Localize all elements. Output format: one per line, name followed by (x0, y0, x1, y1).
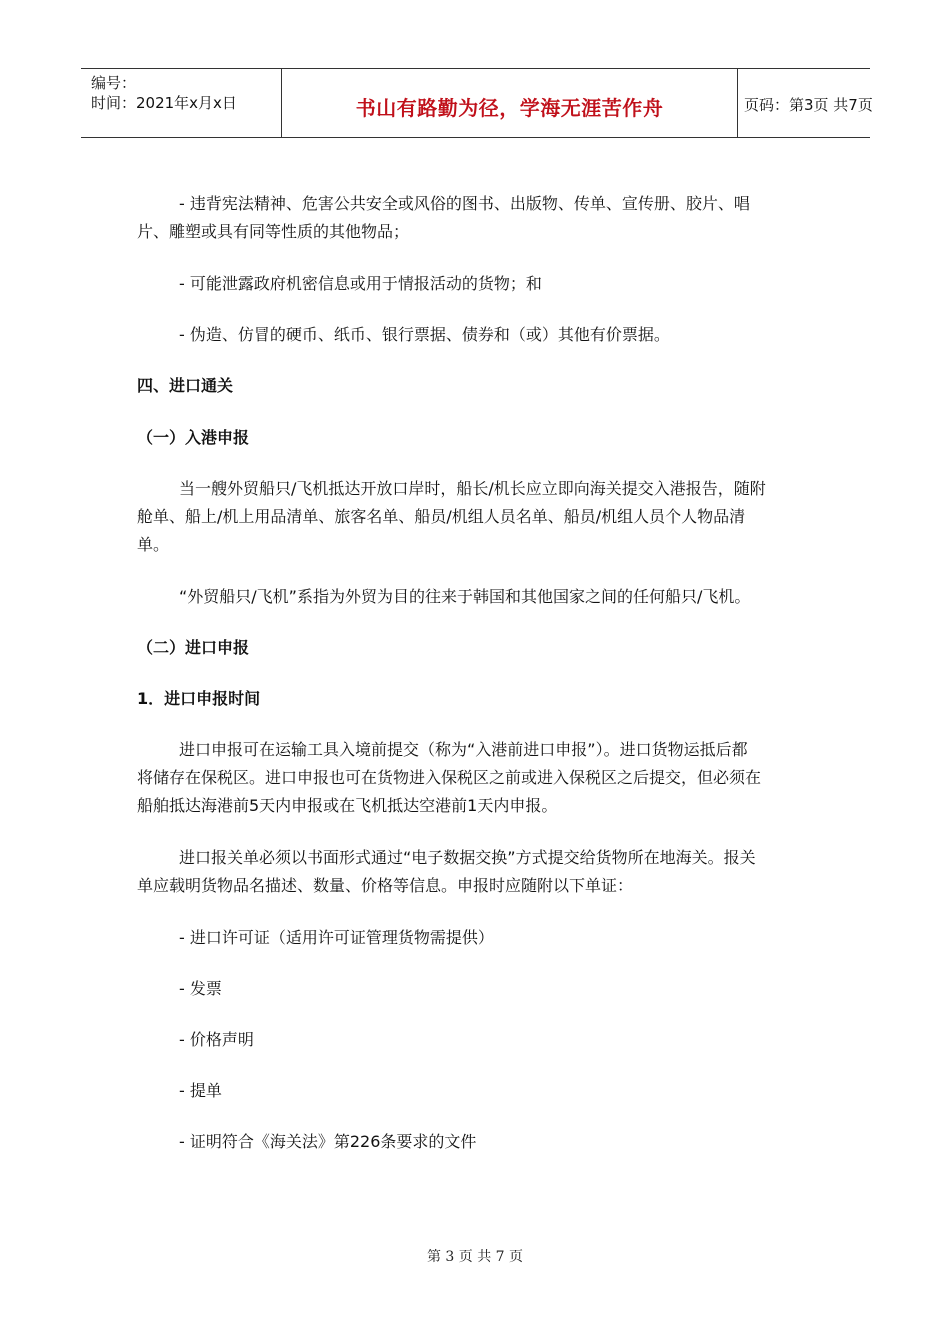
document-number-label: 编号： (91, 74, 137, 92)
paragraph-definition: “外贸船只/飞机”系指为外贸为目的往来于韩国和其他国家之间的任何船只/飞机。 (179, 587, 751, 606)
document-date-label: 时间：2021年x月x日 (91, 94, 237, 112)
header-motto: 书山有路勤为径，学海无涯苦作舟 (355, 96, 664, 120)
header-page-cell (736, 69, 873, 137)
required-doc-customs-law-compliance: - 证明符合《海关法》第226条要求的文件 (179, 1132, 477, 1151)
header-motto-cell (281, 69, 738, 137)
paragraph-declaration-time-line3: 船舶抵达海港前5天内申报或在飞机抵达空港前1天内申报。 (137, 796, 558, 815)
prohibited-item-secrets: - 可能泄露政府机密信息或用于情报活动的货物；和 (179, 274, 542, 293)
paragraph-declaration-form-line1: 进口报关单必须以书面形式通过“电子数据交换”方式提交给货物所在地海关。报关 (179, 848, 756, 867)
required-doc-price-declaration: - 价格声明 (179, 1030, 254, 1049)
paragraph-declaration-time-line2: 将储存在保税区。进口申报也可在货物进入保税区之前或进入保税区之后提交，但必须在 (137, 768, 762, 787)
subheading-declaration-time: 1．进口申报时间 (137, 689, 261, 708)
required-doc-invoice: - 发票 (179, 979, 222, 998)
paragraph-port-entry-line1: 当一艘外贸船只/飞机抵达开放口岸时，船长/机长应立即向海关提交入港报告，随附 (179, 479, 766, 498)
subsection-heading-import-declaration: （二）进口申报 (137, 638, 250, 657)
page-footer: 第 3 页 共 7 页 (426, 1249, 524, 1265)
prohibited-item-publications-line1: - 违背宪法精神、危害公共安全或风俗的图书、出版物、传单、宣传册、胶片、唱 (179, 194, 750, 213)
paragraph-port-entry-line3: 单。 (137, 535, 170, 554)
paragraph-port-entry-line2: 舱单、船上/机上用品清单、旅客名单、船员/机组人员名单、船员/机组人员个人物品清 (137, 507, 746, 526)
subsection-heading-port-entry: （一）入港申报 (137, 428, 250, 447)
required-doc-bill-of-lading: - 提单 (179, 1081, 222, 1100)
header-info-cell (81, 69, 281, 137)
required-doc-import-license: - 进口许可证（适用许可证管理货物需提供） (179, 928, 494, 947)
header-page-number: 页码：第3页 共7页 (744, 96, 873, 114)
paragraph-declaration-form-line2: 单应载明货物品名描述、数量、价格等信息。申报时应随附以下单证： (137, 876, 634, 895)
prohibited-item-publications-line2: 片、雕塑或具有同等性质的其他物品； (137, 222, 410, 241)
prohibited-item-counterfeit: - 伪造、仿冒的硬币、纸币、银行票据、债券和（或）其他有价票据。 (179, 325, 670, 344)
section-heading-import-clearance: 四、进口通关 (137, 376, 234, 395)
page-header (81, 68, 873, 138)
paragraph-declaration-time-line1: 进口申报可在运输工具入境前提交（称为“入港前进口申报”）。进口货物运抵后都 (179, 740, 748, 759)
